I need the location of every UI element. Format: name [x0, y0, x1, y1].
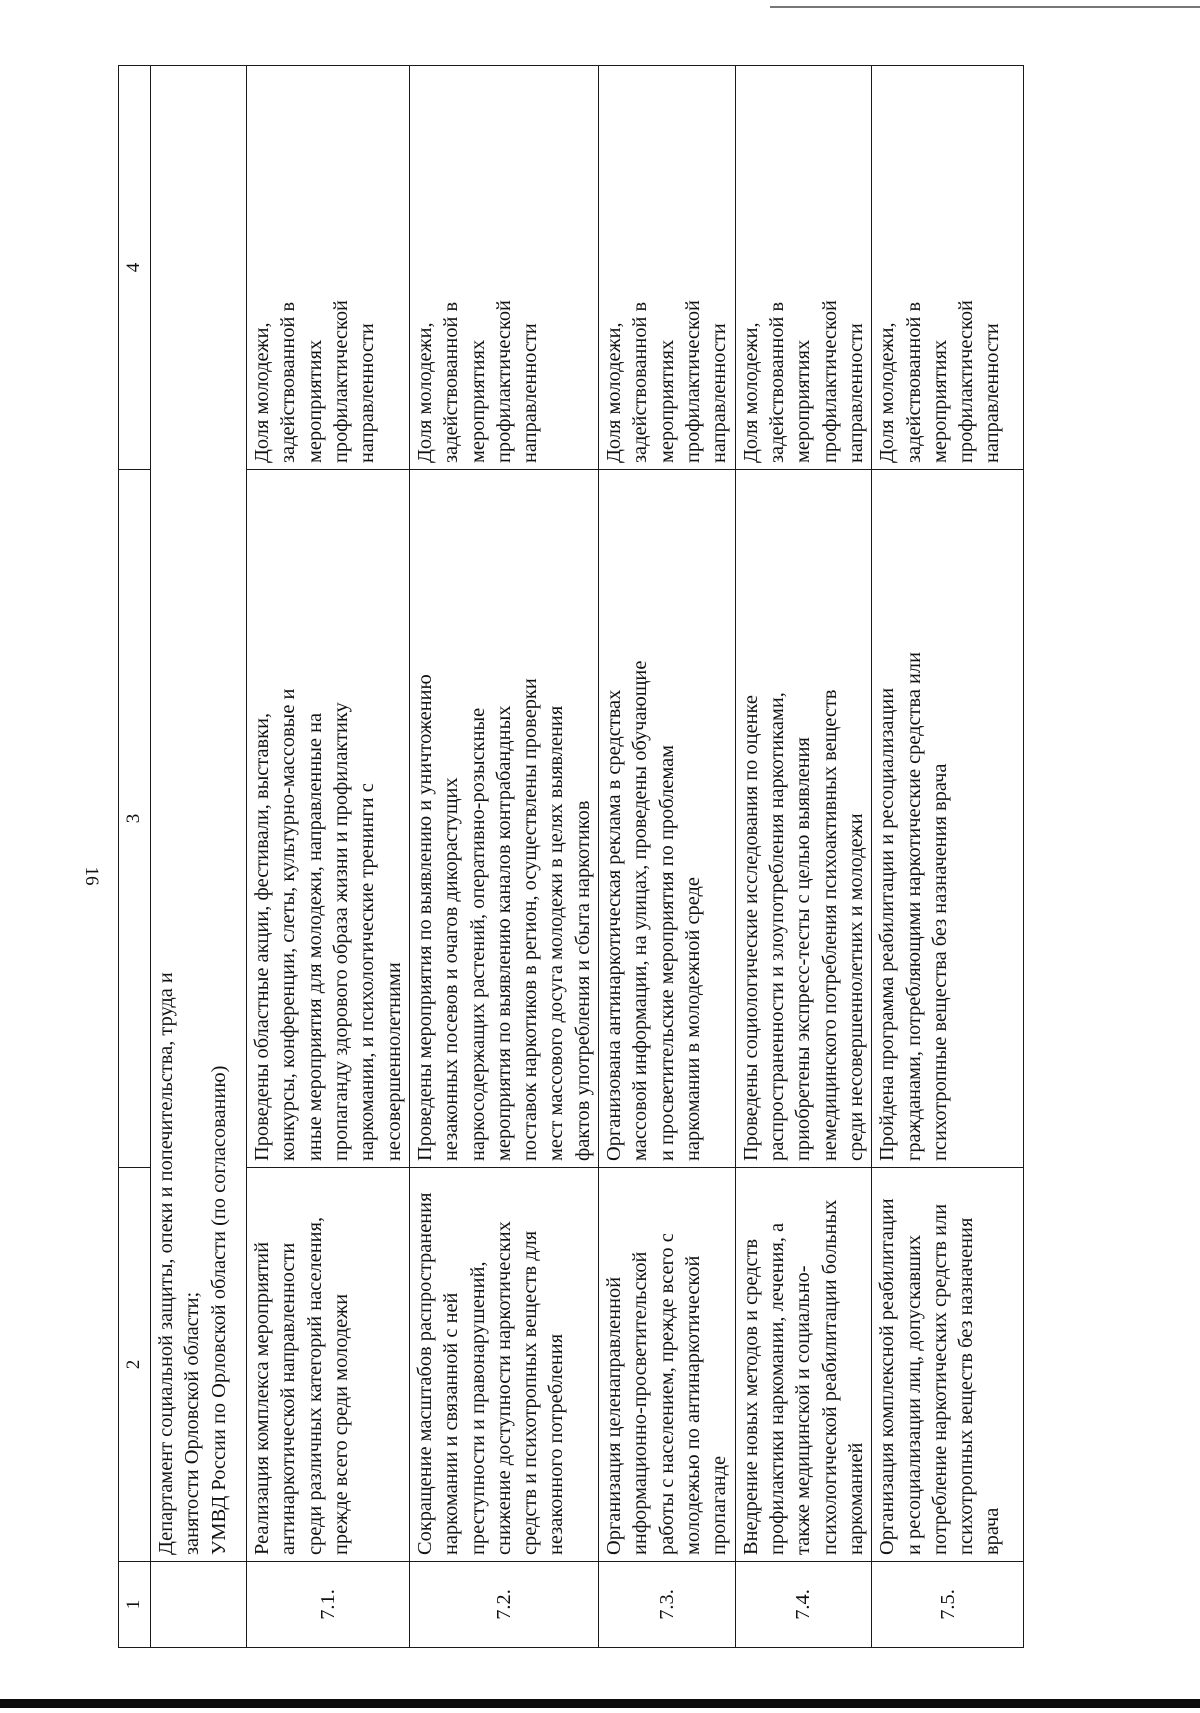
indicator-cell: Доля молодежи, задействованной в мероприятиях профилактической направленности	[247, 66, 410, 470]
page-number: 16	[81, 866, 102, 886]
row-number: 7.1.	[247, 1562, 410, 1648]
section-header-empty-cell	[151, 1562, 247, 1648]
indicator-cell: Доля молодежи, задействованной в мероприятиях профилактической направленности	[872, 66, 1024, 470]
row-number: 7.5.	[872, 1562, 1024, 1648]
indicator-cell: Доля молодежи, задействованной в мероприятиях профилактической направленности	[599, 66, 736, 470]
section-header-row	[151, 66, 247, 1648]
task-cell: Сокращение масштабов распространения наркомании и связанной с ней преступности и правонарушений, снижение доступности наркотических средств и психотропных веществ для незаконного потребления	[409, 1168, 598, 1562]
table-header-row	[119, 66, 151, 1648]
task-cell: Внедрение новых методов и средств профилактики наркомании, лечения, а также медицинской и социально- психологической реабилитации больных наркоманией	[735, 1168, 872, 1562]
result-cell: Проведены областные акции, фестивали, выставки, конкурсы, конференции, слеты, культурно-массовые и иные мероприятия для молодежи, направленные на пропаганду здорового образа жизни и профилактику наркомании, и психологические тренинги с несовершеннолетними	[247, 470, 410, 1168]
table-row	[599, 66, 736, 1648]
header-col-1: 1	[119, 1562, 151, 1648]
task-cell: Организация целенаправленной информационно-просветительской работы с населением, прежде всего с молодежью по антинаркотической пропаганде	[599, 1168, 736, 1562]
indicator-cell: Доля молодежи, задействованной в мероприятиях профилактической направленности	[409, 66, 598, 470]
scan-edge-bottom	[0, 1699, 1200, 1708]
table-row	[872, 66, 1024, 1648]
row-number: 7.3.	[599, 1562, 736, 1648]
program-measures-table	[118, 65, 1024, 1648]
task-cell: Организация комплексной реабилитации и ресоциализации лиц, допускавших потребление наркотических средств или психотропных веществ без назначения врача	[872, 1168, 1024, 1562]
table-row	[247, 66, 410, 1648]
rotated-page-content	[118, 66, 1016, 1648]
task-cell: Реализация комплекса мероприятий антинаркотической направленности среди различных категорий населения, прежде всего среди молодежи	[247, 1168, 410, 1562]
scan-edge-top	[770, 6, 1200, 8]
header-col-3: 3	[119, 470, 151, 1168]
table-row	[735, 66, 872, 1648]
row-number: 7.4.	[735, 1562, 872, 1648]
row-number: 7.2.	[409, 1562, 598, 1648]
result-cell: Организована антинаркотическая реклама в средствах массовой информации, на улицах, проведены обучающие и просветительские мероприятия по проблемам наркомании в молодежной среде	[599, 470, 736, 1168]
table-row	[409, 66, 598, 1648]
header-col-4: 4	[119, 66, 151, 470]
result-cell: Проведены социологические исследования по оценке распространенности и злоупотребления наркотиками, приобретены экспресс-тесты с целью выявления немедицинского потребления психоактивных веществ среди несовершеннолетних и молодежи	[735, 470, 872, 1168]
result-cell: Пройдена программа реабилитации и ресоциализации гражданами, потребляющими наркотические средства или психотропные вещества без назначения врача	[872, 470, 1024, 1168]
indicator-cell: Доля молодежи, задействованной в мероприятиях профилактической направленности	[735, 66, 872, 470]
result-cell: Проведены мероприятия по выявлению и уничтожению незаконных посевов и очагов дикорастущих наркосодержащих растений, оперативно-розыскные мероприятия по выявлению каналов контрабандных поставок наркотиков в регион, осуществлены проверки мест массового досуга молодежи в целях выявления фактов употребления и сбыта наркотиков	[409, 470, 598, 1168]
header-col-2: 2	[119, 1168, 151, 1562]
section-header-cell: Департамент социальной защиты, опеки и попечительства, труда и занятости Орловской области; УМВД России по Орловской области (по согласованию)	[151, 66, 247, 1562]
